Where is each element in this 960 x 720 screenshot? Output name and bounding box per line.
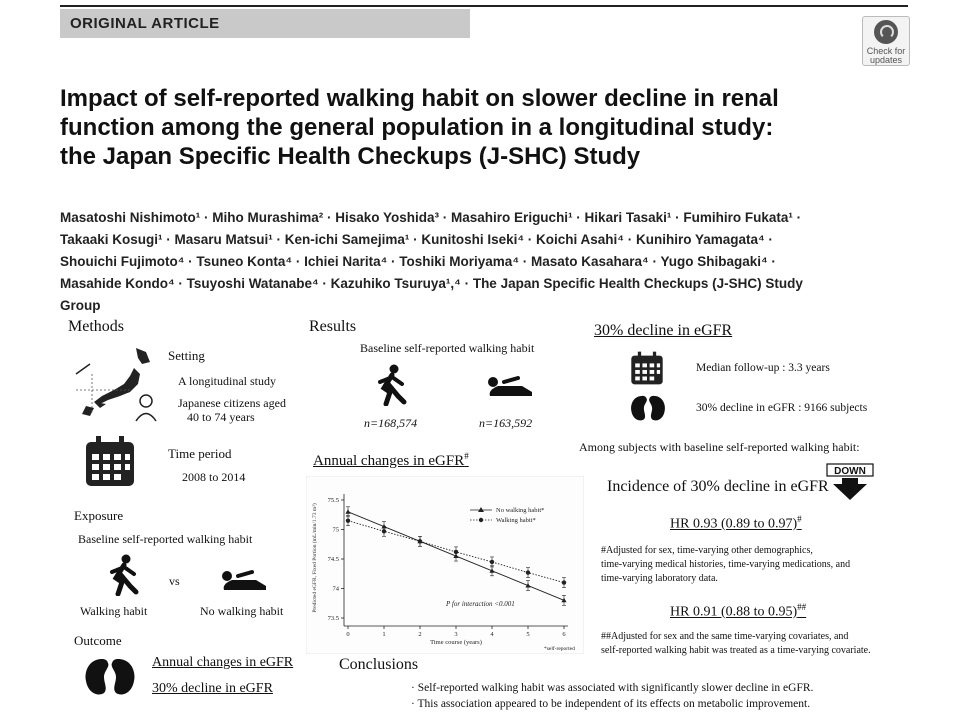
lying-person-icon [218,568,270,592]
data-point-walking [418,539,422,543]
title-line: function among the general population in a longitudinal study: [60,114,774,141]
footnote-line: time-varying medical histories, time-varying medications, and [601,559,851,570]
setting-age: 40 to 74 years [187,410,255,424]
article-type-banner [60,9,470,38]
outcome-30pct-decline: 30% decline in eGFR [152,681,273,696]
footnote-line: ##Adjusted for sex and the same time-varying covariates, and [601,631,849,642]
data-point-walking [526,570,530,574]
walking-person-icon [372,364,408,406]
person-icon [134,392,158,422]
n-no-walking: n=163,592 [479,416,533,430]
time-period-value: 2008 to 2014 [182,470,246,484]
hazard-ratio-2-sup: ## [797,602,807,612]
down-label: DOWN [834,466,866,477]
setting-population: Japanese citizens aged [178,396,286,410]
y-axis-label: Predicted eGFR, Fixed Portion (mL/min/1.73 m²) [312,503,318,613]
y-tick-label: 75 [332,526,339,534]
decline-heading: 30% decline in eGFR [594,322,733,339]
article-title [60,84,860,171]
outcome-label: Outcome [74,633,122,648]
setting-design: A longitudinal study [178,374,277,388]
legend-marker-walking [479,518,483,522]
median-followup: Median follow-up : 3.3 years [696,362,830,374]
data-point-walking [382,529,386,533]
walking-person-icon [104,554,140,596]
check-for-updates-button[interactable] [862,16,910,66]
decline-events: 30% decline in eGFR : 9166 subjects [696,402,868,414]
x-tick-label: 6 [562,631,566,638]
outcome-annual-change: Annual changes in eGFR [152,655,294,670]
legend-label-walking: Walking habit* [496,517,536,524]
hazard-ratio-1-text: HR 0.93 (0.89 to 0.97) [670,516,798,532]
author-list [60,207,910,317]
kidneys-icon [630,394,666,424]
title-line: the Japan Specific Health Checkups (J-SHC) Study [60,143,641,170]
self-reported-footnote: *self-reported [544,646,575,652]
n-walking: n=168,574 [364,416,418,430]
exposure-label: Exposure [74,508,124,523]
x-tick-label: 2 [418,631,422,638]
x-tick-label: 0 [346,631,350,638]
conclusion-bullet-1: · Self-reported walking habit was associated with significantly slower decline in eGFR. [411,682,814,694]
data-point-walking [454,550,458,554]
annual-change-title [313,451,469,470]
hazard-ratio-1-sup: # [797,514,802,524]
x-axis-label: Time course (years) [430,639,482,646]
calendar-icon [630,350,664,386]
x-tick-label: 1 [382,631,386,638]
y-tick-label: 75.5 [327,497,339,504]
results-baseline-label: Baseline self-reported walking habit [360,341,535,355]
no-walking-habit-label: No walking habit [200,604,284,618]
check-updates-text-2: updates [869,55,903,65]
data-point-walking [490,560,494,564]
author-line: Masahide Kondo⁴ · Tsuyoshi Watanabe⁴ · Kazuhiko Tsuruya¹,⁴ · The Japan Specific Health Checkups (J-SHC) Study [60,276,803,291]
author-line: Shouichi Fujimoto⁴ · Tsuneo Konta⁴ · Ichiei Narita⁴ · Toshiki Moriyama⁴ · Masato Kasahara⁴ · Yugo Shibagaki⁴ · [60,254,776,269]
conclusion-bullet-2: · This association appeared to be independent of its effects on metabolic improvement. [411,698,811,710]
footnote-line: #Adjusted for sex, time-varying other demographics, [601,545,813,556]
top-rule [60,5,908,7]
author-line: Group [60,298,101,313]
annual-change-title-sup: # [464,451,469,461]
y-tick-label: 73.5 [327,615,339,622]
article-type-label: ORIGINAL ARTICLE [70,15,220,32]
hazard-ratio-1 [670,514,802,533]
methods-heading: Methods [68,318,124,335]
y-tick-label: 74 [332,585,339,593]
data-point-walking [346,518,350,522]
walking-habit-label: Walking habit [80,604,148,618]
author-line: Takaaki Kosugi¹ · Masaru Matsui¹ · Ken-ichi Samejima¹ · Kunitoshi Iseki⁴ · Koichi Asahi⁴ · Kunihiro Yamagata⁴ · [60,232,773,247]
annual-change-title-text: Annual changes in eGFR [313,453,465,469]
footnote-2 [601,630,901,658]
p-interaction-annotation: P for interaction <0.001 [446,600,515,608]
lying-person-icon [484,374,536,398]
time-period-label: Time period [168,446,232,461]
kidneys-icon [84,657,136,699]
y-tick-label: 74.5 [327,556,339,563]
vs-label: vs [169,574,180,588]
egfr-line-chart [306,476,584,654]
exposure-description: Baseline self-reported walking habit [78,532,253,546]
footnote-line: time-varying laboratory data. [601,573,718,584]
down-arrow-icon [825,462,879,502]
x-tick-label: 4 [490,631,494,638]
conclusions-heading: Conclusions [339,656,419,673]
legend-label-no-walking: No walking habit* [496,507,545,514]
calendar-icon [84,434,136,488]
check-updates-text-1: Check for [866,46,906,56]
hazard-ratio-2-text: HR 0.91 (0.88 to 0.95) [670,604,798,620]
x-tick-label: 5 [526,631,530,638]
footnote-line: self-reported walking habit was treated as a time-varying covariate. [601,645,871,656]
results-heading: Results [309,318,357,335]
title-line: Impact of self-reported walking habit on slower decline in renal [60,85,779,112]
incidence-heading: Incidence of 30% decline in eGFR [607,478,829,495]
data-point-walking [562,580,566,584]
footnote-1 [601,544,901,586]
setting-label: Setting [168,348,205,363]
among-subjects: Among subjects with baseline self-reported walking habit: [579,440,860,454]
check-updates-icon [874,20,898,44]
author-line: Masatoshi Nishimoto¹ · Miho Murashima² · Hisako Yoshida³ · Masahiro Eriguchi¹ · Hikari Tasaki¹ · Fumihiro Fukata¹ · [60,210,802,225]
x-tick-label: 3 [454,631,458,638]
hazard-ratio-2 [670,602,806,621]
